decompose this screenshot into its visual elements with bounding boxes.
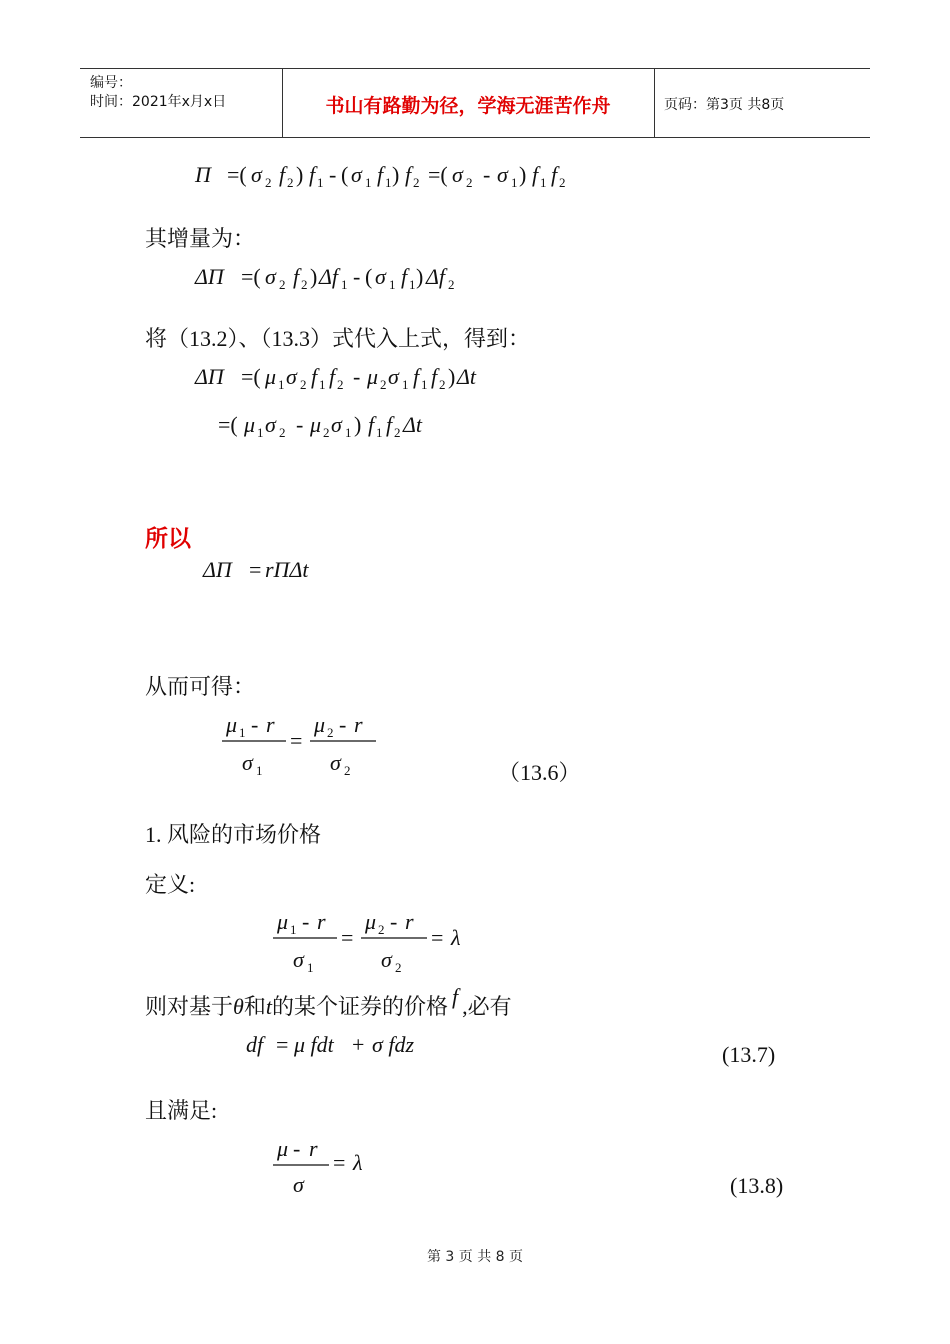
- svg-text:2: 2: [300, 377, 307, 392]
- svg-text:ΔΠ: ΔΠ: [195, 264, 224, 289]
- line-definition: 定义:: [145, 872, 196, 897]
- header-motto: 书山有路勤为径，学海无涯苦作舟: [325, 95, 611, 117]
- header-right-cell: [654, 69, 870, 137]
- svg-text:=: =: [333, 1150, 346, 1175]
- svg-text:1: 1: [385, 175, 392, 190]
- section-title: 1. 风险的市场价格: [145, 822, 322, 847]
- equation-number-13-8: (13.8): [730, 1173, 784, 1198]
- svg-text:Δt: Δt: [457, 364, 477, 389]
- svg-text:r: r: [405, 909, 414, 934]
- svg-text:): ): [296, 162, 304, 187]
- svg-text:=: =: [341, 925, 354, 950]
- svg-text:μ: μ: [226, 712, 238, 737]
- svg-text:1: 1: [511, 175, 518, 190]
- svg-text:σ: σ: [375, 264, 386, 289]
- svg-text:σ: σ: [497, 162, 508, 187]
- svg-text:2: 2: [337, 377, 344, 392]
- equation-riskless-return: [203, 553, 363, 589]
- line-substitute: 将（13.2）、（13.3）式代入上式，得到：: [145, 326, 531, 351]
- svg-text:σ: σ: [388, 364, 399, 389]
- svg-text:f: f: [405, 162, 412, 187]
- svg-text:1: 1: [256, 763, 263, 778]
- equation-increment: [195, 260, 555, 296]
- svg-text:2: 2: [378, 922, 385, 937]
- svg-text:σ: σ: [331, 412, 342, 437]
- svg-text:1: 1: [239, 725, 246, 740]
- page-header: [80, 68, 870, 138]
- svg-text:f: f: [293, 264, 300, 289]
- equation-number-13-6: （13.6）: [498, 760, 581, 785]
- svg-text:ΔΠ: ΔΠ: [195, 364, 224, 389]
- svg-text:σ: σ: [452, 162, 463, 187]
- svg-text:ΔΠ: ΔΠ: [203, 557, 232, 582]
- svg-text:2: 2: [323, 425, 330, 440]
- svg-text:μ: μ: [365, 909, 377, 934]
- svg-text:μ: μ: [265, 364, 277, 389]
- svg-text:1: 1: [376, 425, 383, 440]
- svg-text:1: 1: [257, 425, 264, 440]
- f-symbol: f: [451, 984, 459, 1009]
- svg-text:+: +: [352, 1032, 365, 1057]
- page-footer: 第 3 页 共 8 页: [426, 1249, 524, 1265]
- svg-text:=: =: [249, 557, 262, 582]
- svg-text:df: df: [246, 1032, 264, 1057]
- svg-text:1: 1: [402, 377, 409, 392]
- svg-text:1: 1: [365, 175, 372, 190]
- svg-text:μ: μ: [367, 364, 379, 389]
- svg-text:-: -: [353, 364, 361, 389]
- svg-text:r: r: [309, 1136, 318, 1161]
- svg-text:f: f: [368, 412, 375, 437]
- svg-text:=: =: [290, 728, 303, 753]
- svg-text:f: f: [386, 412, 393, 437]
- svg-text:1: 1: [409, 277, 416, 292]
- svg-text:Δf: Δf: [319, 264, 339, 289]
- svg-text:-: -: [251, 712, 259, 737]
- svg-text:σ: σ: [251, 162, 262, 187]
- line-increment: 其增量为：: [145, 226, 256, 251]
- svg-text:σ: σ: [286, 364, 297, 389]
- line-then: [145, 984, 512, 1021]
- svg-text:μ: μ: [310, 412, 322, 437]
- svg-text:1: 1: [307, 960, 314, 975]
- svg-text:2: 2: [439, 377, 446, 392]
- svg-text:2: 2: [279, 277, 286, 292]
- svg-text:-: -: [353, 264, 361, 289]
- svg-text:r: r: [266, 712, 275, 737]
- svg-text:σ: σ: [381, 947, 392, 972]
- svg-text:1: 1: [345, 425, 352, 440]
- svg-text:2: 2: [380, 377, 387, 392]
- t-symbol: t: [265, 994, 272, 1019]
- header-page-info: 页码：第3页 共8页: [664, 97, 785, 113]
- svg-text:2: 2: [344, 763, 351, 778]
- equation-13-7: [246, 1028, 466, 1064]
- svg-text:1: 1: [540, 175, 547, 190]
- svg-text:-: -: [329, 162, 337, 187]
- equation-market-price-of-risk: [273, 905, 493, 977]
- svg-text:1: 1: [421, 377, 428, 392]
- svg-text:-: -: [390, 909, 398, 934]
- svg-text:f: f: [401, 264, 408, 289]
- document-date: 时间：2021年x月x日: [90, 94, 227, 110]
- svg-text:2: 2: [466, 175, 473, 190]
- svg-text:σ: σ: [351, 162, 362, 187]
- svg-text:1: 1: [290, 922, 297, 937]
- svg-text:1: 1: [317, 175, 324, 190]
- svg-text:2: 2: [448, 277, 455, 292]
- svg-text:): ): [519, 162, 527, 187]
- equation-simplified: [218, 408, 518, 444]
- svg-text:-: -: [339, 712, 347, 737]
- svg-text:Δt: Δt: [403, 412, 423, 437]
- equation-number-13-7: (13.7): [722, 1042, 776, 1067]
- svg-text:): ): [392, 162, 400, 187]
- svg-text:f: f: [311, 364, 318, 389]
- svg-text:2: 2: [265, 175, 272, 190]
- svg-text:-: -: [293, 1136, 301, 1161]
- svg-text:r: r: [317, 909, 326, 934]
- svg-text:): ): [448, 364, 456, 389]
- svg-text:λ: λ: [353, 1150, 363, 1175]
- svg-text:): ): [354, 412, 362, 437]
- svg-text:2: 2: [301, 277, 308, 292]
- svg-text:f: f: [309, 162, 316, 187]
- line-then-part4: ,必有: [462, 994, 512, 1019]
- equation-13-6: [222, 708, 392, 780]
- svg-text:σ fdz: σ fdz: [372, 1032, 415, 1057]
- svg-text:(: (: [365, 264, 373, 289]
- line-then-part2: 和: [243, 994, 266, 1019]
- svg-text:σ: σ: [265, 264, 276, 289]
- svg-text:r: r: [354, 712, 363, 737]
- svg-text:σ: σ: [265, 412, 276, 437]
- svg-text:=(: =(: [218, 412, 238, 437]
- line-hence: 从而可得：: [145, 674, 256, 699]
- svg-text:(: (: [341, 162, 349, 187]
- svg-text:σ: σ: [293, 947, 304, 972]
- svg-text:=(: =(: [241, 264, 261, 289]
- svg-text:1: 1: [341, 277, 348, 292]
- svg-text:2: 2: [413, 175, 420, 190]
- svg-text:μ: μ: [244, 412, 256, 437]
- svg-text:f: f: [431, 364, 438, 389]
- svg-text:-: -: [483, 162, 491, 187]
- svg-text:-: -: [296, 412, 304, 437]
- svg-text:Π: Π: [195, 162, 211, 187]
- equation-13-8: [273, 1132, 393, 1204]
- svg-text:2: 2: [287, 175, 294, 190]
- svg-text:-: -: [302, 909, 310, 934]
- svg-text:μ: μ: [314, 712, 326, 737]
- svg-text:1: 1: [389, 277, 396, 292]
- header-left-cell: [80, 69, 283, 137]
- svg-text:σ: σ: [330, 750, 341, 775]
- equation-substituted: [195, 360, 555, 396]
- svg-text:): ): [416, 264, 424, 289]
- line-satisfy: 且满足:: [145, 1098, 218, 1123]
- svg-text:μ fdt: μ fdt: [294, 1032, 334, 1057]
- svg-text:μ: μ: [277, 909, 289, 934]
- svg-text:f: f: [329, 364, 336, 389]
- svg-text:f: f: [279, 162, 286, 187]
- document-number-label: 编号：: [90, 75, 132, 91]
- svg-text:f: f: [413, 364, 420, 389]
- equation-portfolio-value: [195, 158, 635, 194]
- svg-text:f: f: [551, 162, 558, 187]
- svg-text:=: =: [431, 925, 444, 950]
- svg-text:=(: =(: [227, 162, 247, 187]
- svg-text:2: 2: [559, 175, 566, 190]
- header-middle-cell: [282, 69, 655, 137]
- svg-text:λ: λ: [451, 925, 461, 950]
- svg-text:1: 1: [319, 377, 326, 392]
- svg-text:=(: =(: [428, 162, 448, 187]
- svg-text:μ: μ: [277, 1136, 289, 1161]
- svg-text:2: 2: [394, 425, 401, 440]
- svg-text:2: 2: [327, 725, 334, 740]
- svg-text:=(: =(: [241, 364, 261, 389]
- svg-text:σ: σ: [242, 750, 253, 775]
- line-then-part1: 则对基于: [145, 994, 234, 1019]
- svg-text:1: 1: [278, 377, 285, 392]
- svg-text:rΠΔt: rΠΔt: [265, 557, 309, 582]
- svg-text:2: 2: [279, 425, 286, 440]
- svg-text:f: f: [532, 162, 539, 187]
- line-therefore: 所以: [145, 526, 191, 551]
- line-then-part3: 的某个证券的价格: [271, 994, 448, 1019]
- theta-symbol: θ: [233, 994, 244, 1019]
- svg-text:=: =: [276, 1032, 289, 1057]
- svg-text:2: 2: [395, 960, 402, 975]
- svg-text:): ): [310, 264, 318, 289]
- svg-text:σ: σ: [293, 1172, 304, 1197]
- svg-text:Δf: Δf: [426, 264, 446, 289]
- svg-text:f: f: [377, 162, 384, 187]
